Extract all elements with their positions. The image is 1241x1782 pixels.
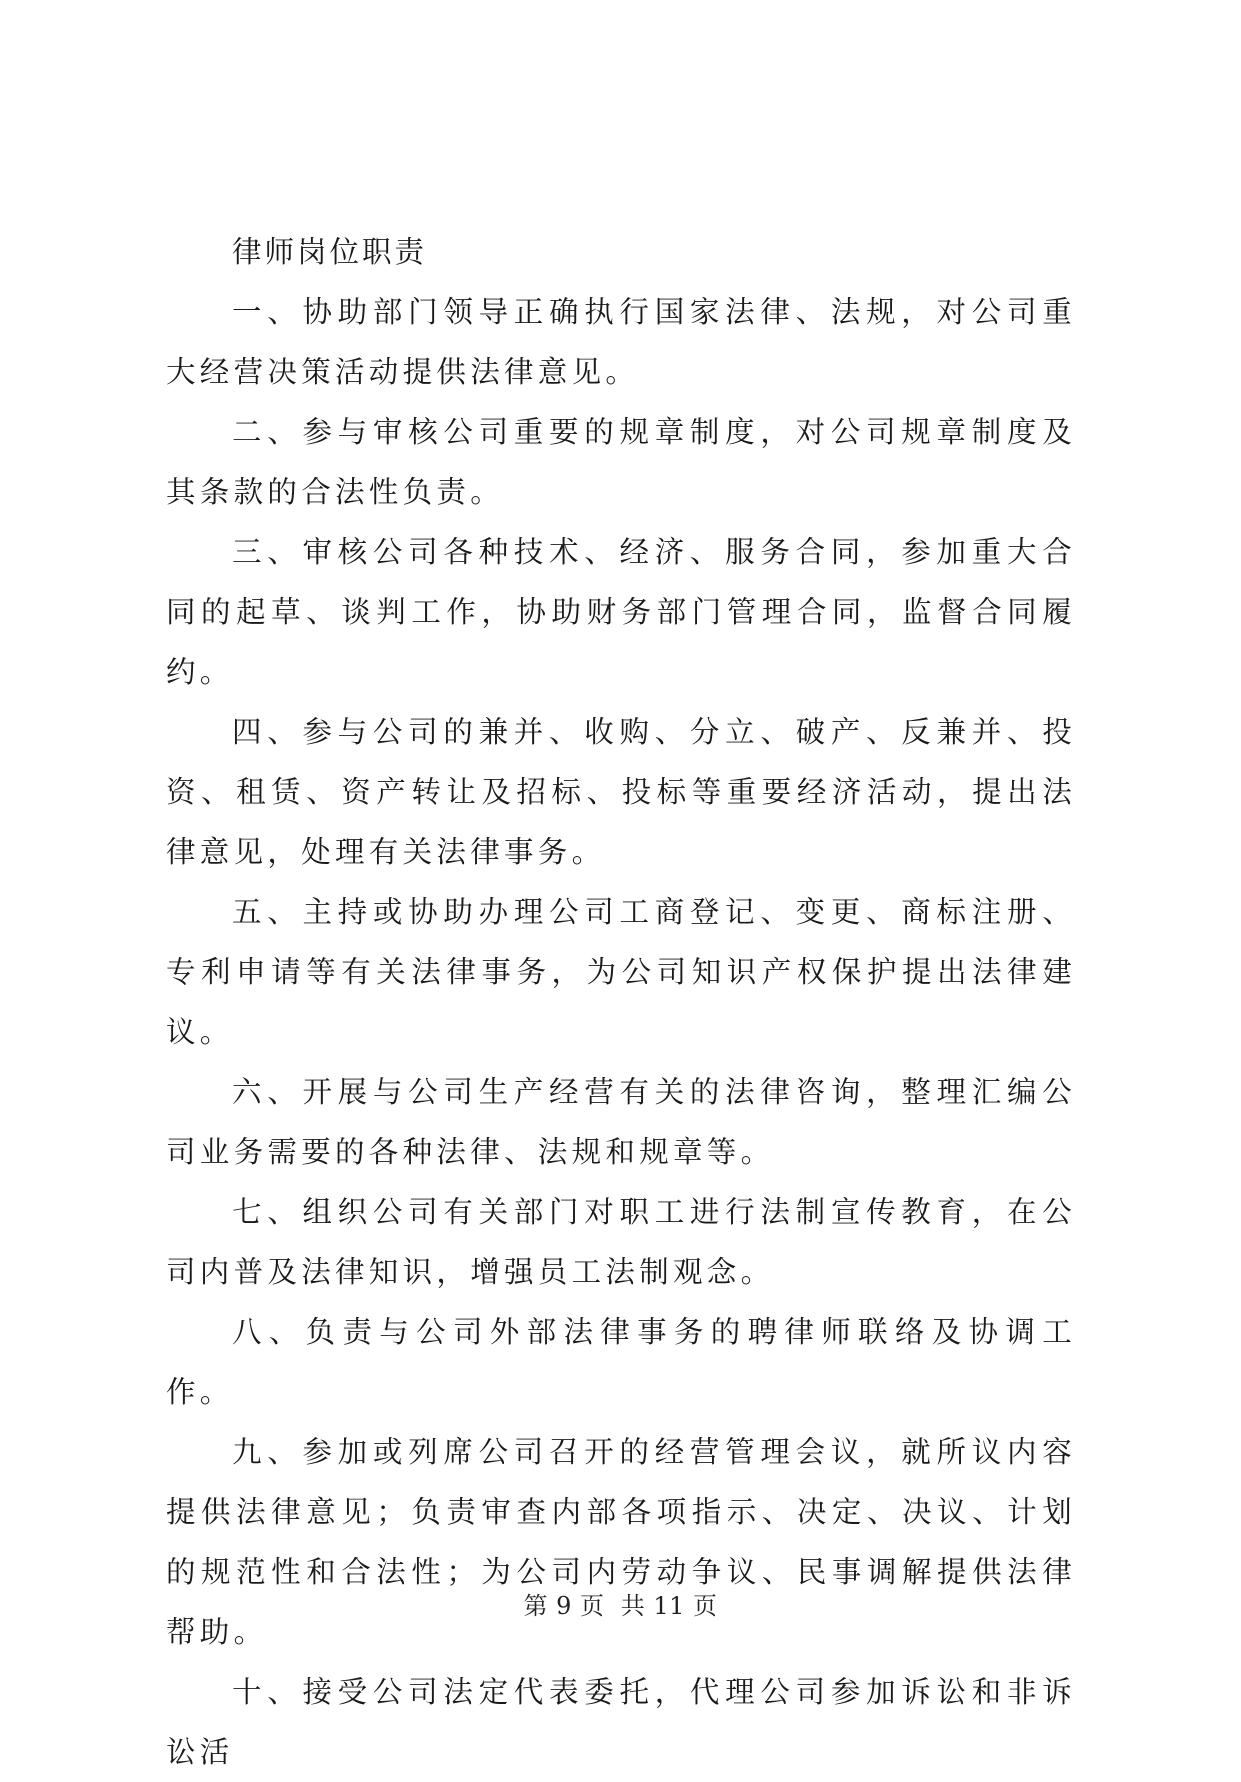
paragraph-1: 一、协助部门领导正确执行国家法律、法规，对公司重大经营决策活动提供法律意见。 (166, 295, 1076, 389)
page-number: 第 9 页 共 11 页 (523, 1592, 718, 1620)
page-footer (0, 1590, 1241, 1622)
document-title: 律师岗位职责 (232, 235, 428, 269)
paragraph-3: 三、审核公司各种技术、经济、服务合同，参加重大合同的起草、谈判工作，协助财务部门管理合同，监督合同履约。 (166, 535, 1076, 689)
paragraph-7: 七、组织公司有关部门对职工进行法制宣传教育，在公司内普及法律知识，增强员工法制观念。 (166, 1195, 1076, 1289)
paragraph-2: 二、参与审核公司重要的规章制度，对公司规章制度及其条款的合法性负责。 (166, 415, 1076, 509)
document-body (166, 222, 1076, 1782)
paragraph-8: 八、负责与公司外部法律事务的聘律师联络及协调工作。 (166, 1315, 1076, 1409)
paragraph-9: 九、参加或列席公司召开的经营管理会议，就所议内容提供法律意见；负责审查内部各项指示、决定、决议、计划的规范性和合法性；为公司内劳动争议、民事调解提供法律帮助。 (166, 1435, 1076, 1649)
paragraph-10: 十、接受公司法定代表委托，代理公司参加诉讼和非诉讼活 (166, 1675, 1076, 1769)
paragraph-5: 五、主持或协助办理公司工商登记、变更、商标注册、专利申请等有关法律事务，为公司知识产权保护提出法律建议。 (166, 895, 1076, 1049)
paragraph-4: 四、参与公司的兼并、收购、分立、破产、反兼并、投资、租赁、资产转让及招标、投标等重要经济活动，提出法律意见，处理有关法律事务。 (166, 715, 1076, 869)
paragraph-6: 六、开展与公司生产经营有关的法律咨询，整理汇编公司业务需要的各种法律、法规和规章等。 (166, 1075, 1076, 1169)
